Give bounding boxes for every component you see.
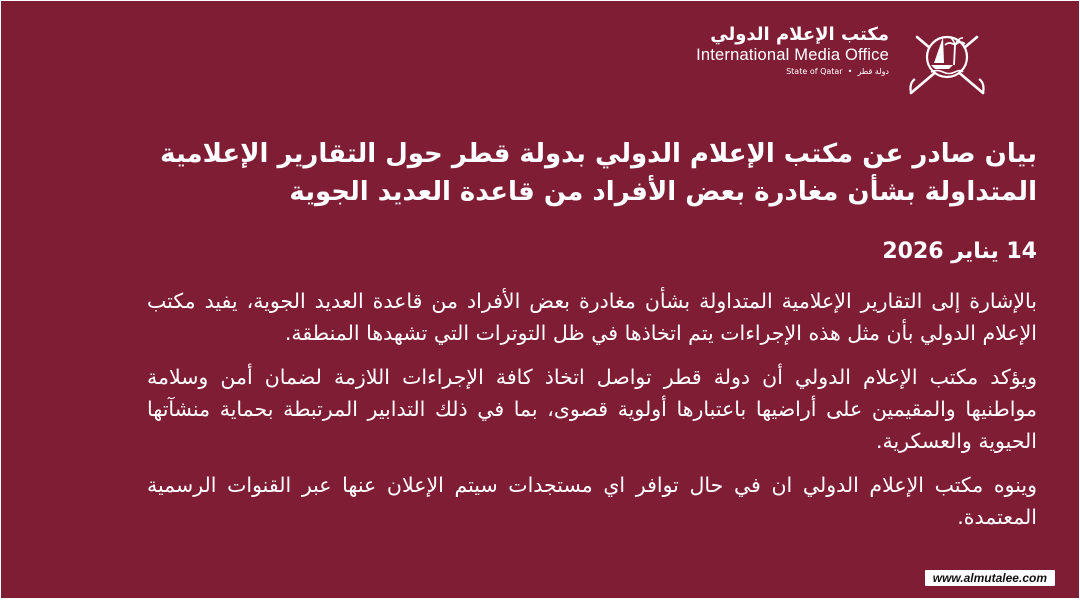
header-logo [517,23,987,103]
statement-paragraph: بالإشارة إلى التقارير الإعلامية المتداولة بشأن مغادرة بعض الأفراد من قاعدة العديد الجوية، يفيد مكتب الإعلام الدولي بأن مثل هذه الإجراءات يتم اتخاذها في ظل التوترات التي تشهدها المنطقة. [147,289,1037,345]
statement-paragraph: وينوه مكتب الإعلام الدولي ان في حال توافر اي مستجدات سيتم الإعلان عنها عبر القنوات الرسمية المعتمدة. [147,473,1037,529]
logo-subtitle [696,67,889,77]
statement-card [1,1,1079,598]
state-name-arabic: دولة قطر [857,67,889,76]
statement-paragraph: ويؤكد مكتب الإعلام الدولي أن دولة قطر تواصل اتخاذ كافة الإجراءات اللازمة لضمان أمن وسلامة مواطنيها والمقيمين على أراضيها باعتبارها أولوية قصوى، بما في ذلك التدابير المرتبطة بحماية منشآتها الحيوية والعسكرية. [147,365,1037,453]
statement-body [147,135,1037,533]
logo-separator: • [845,67,855,76]
state-name-english: State of Qatar [786,67,843,76]
statement-date: 14 يناير 2026 [882,239,1037,264]
org-name-english: International Media Office [696,46,889,64]
statement-title: بيان صادر عن مكتب الإعلام الدولي بدولة قطر حول التقارير الإعلامية المتداولة بشأن مغادرة بعض الأفراد من قاعدة العديد الجوية [160,139,1037,207]
logo-text [696,25,889,77]
site-watermark: www.almutalee.com [925,570,1055,586]
org-name-arabic: مكتب الإعلام الدولي [710,24,889,45]
qatar-state-emblem-icon [907,23,987,99]
